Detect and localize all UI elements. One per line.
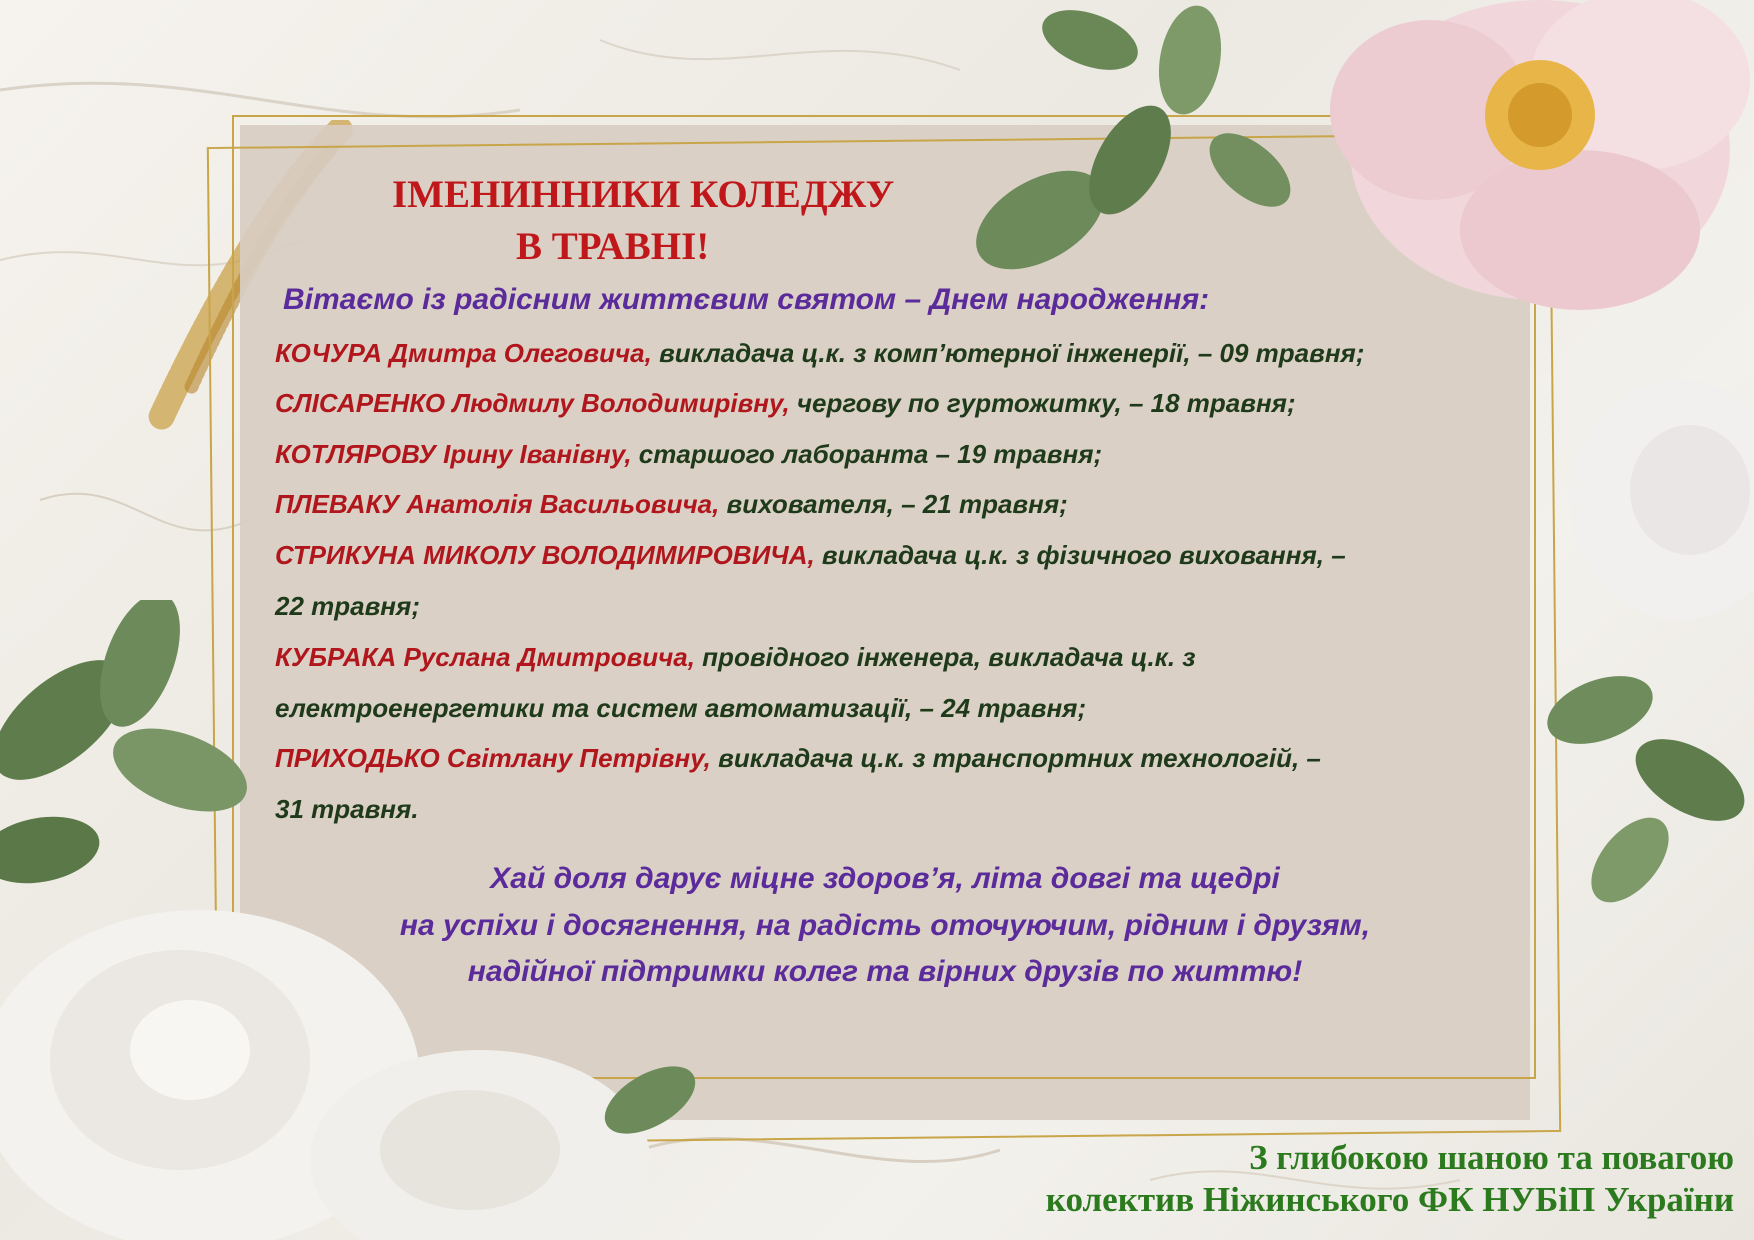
signature-line-1: З глибокою шаною та повагою (1249, 1138, 1734, 1177)
entry-detail: викладача ц.к. з транспортних технологій, – (710, 743, 1321, 773)
entry-name: ПЛЕВАКУ Анатолія Васильовича, (275, 489, 720, 519)
entry-7 (275, 743, 1321, 774)
greeting-text: Вітаємо із радісним життєвим святом – Днем народження: (283, 283, 1210, 316)
leaves-top (960, 0, 1320, 280)
entry-name: КОЧУРА Дмитра Олеговича, (275, 338, 652, 368)
entry-name: КОТЛЯРОВУ Ірину Іванівну, (275, 439, 632, 469)
entry-1 (275, 338, 1365, 369)
entry-name: КУБРАКА Руслана Дмитровича, (275, 642, 695, 672)
title-line-1: ІМЕНИННИКИ КОЛЕДЖУ (392, 173, 895, 216)
flowers-right (1540, 380, 1754, 940)
entry-detail: провідного інженера, викладача ц.к. з (694, 642, 1196, 672)
entry-detail: чергову по гуртожитку, – 18 травня; (789, 388, 1296, 418)
wish-line-3: надійної підтримки колег та вірних друзів по життю! (467, 955, 1303, 988)
entry-name: ПРИХОДЬКО Світлану Петрівну, (275, 743, 711, 773)
entry-detail: старшого лаборанта – 19 травня; (631, 439, 1103, 469)
entry-3 (275, 439, 1102, 470)
pink-rose-illustration (1280, 0, 1754, 330)
entry-detail: викладача ц.к. з комп’ютерної інженерії, – 09 травня; (651, 338, 1365, 368)
entry-2 (275, 388, 1296, 419)
entry-name: СТРИКУНА МИКОЛУ ВОЛОДИМИРОВИЧА, (275, 540, 815, 570)
entry-7-continuation: 31 травня. (275, 794, 419, 824)
entry-5 (275, 540, 1346, 571)
entry-6 (275, 642, 1196, 673)
entry-6-continuation: електроенергетики та систем автоматизації, – 24 травня; (275, 693, 1087, 723)
title-line-2: В ТРАВНІ! (516, 225, 710, 268)
entry-5-continuation: 22 травня; (275, 591, 420, 621)
entry-4 (275, 489, 1068, 520)
entry-detail: викладача ц.к. з фізичного виховання, – (814, 540, 1346, 570)
signature-line-2: колектив Ніжинського ФК НУБіП України (1045, 1180, 1734, 1219)
wish-line-1: Хай доля дарує міцне здоров’я, літа довгі та щедрі (490, 862, 1280, 895)
entry-detail: вихователя, – 21 травня; (719, 489, 1068, 519)
wish-line-2: на успіхи і досягнення, на радість оточуючим, рідним і друзям, (399, 909, 1371, 942)
entry-name: СЛІСАРЕНКО Людмилу Володимирівну, (275, 388, 790, 418)
